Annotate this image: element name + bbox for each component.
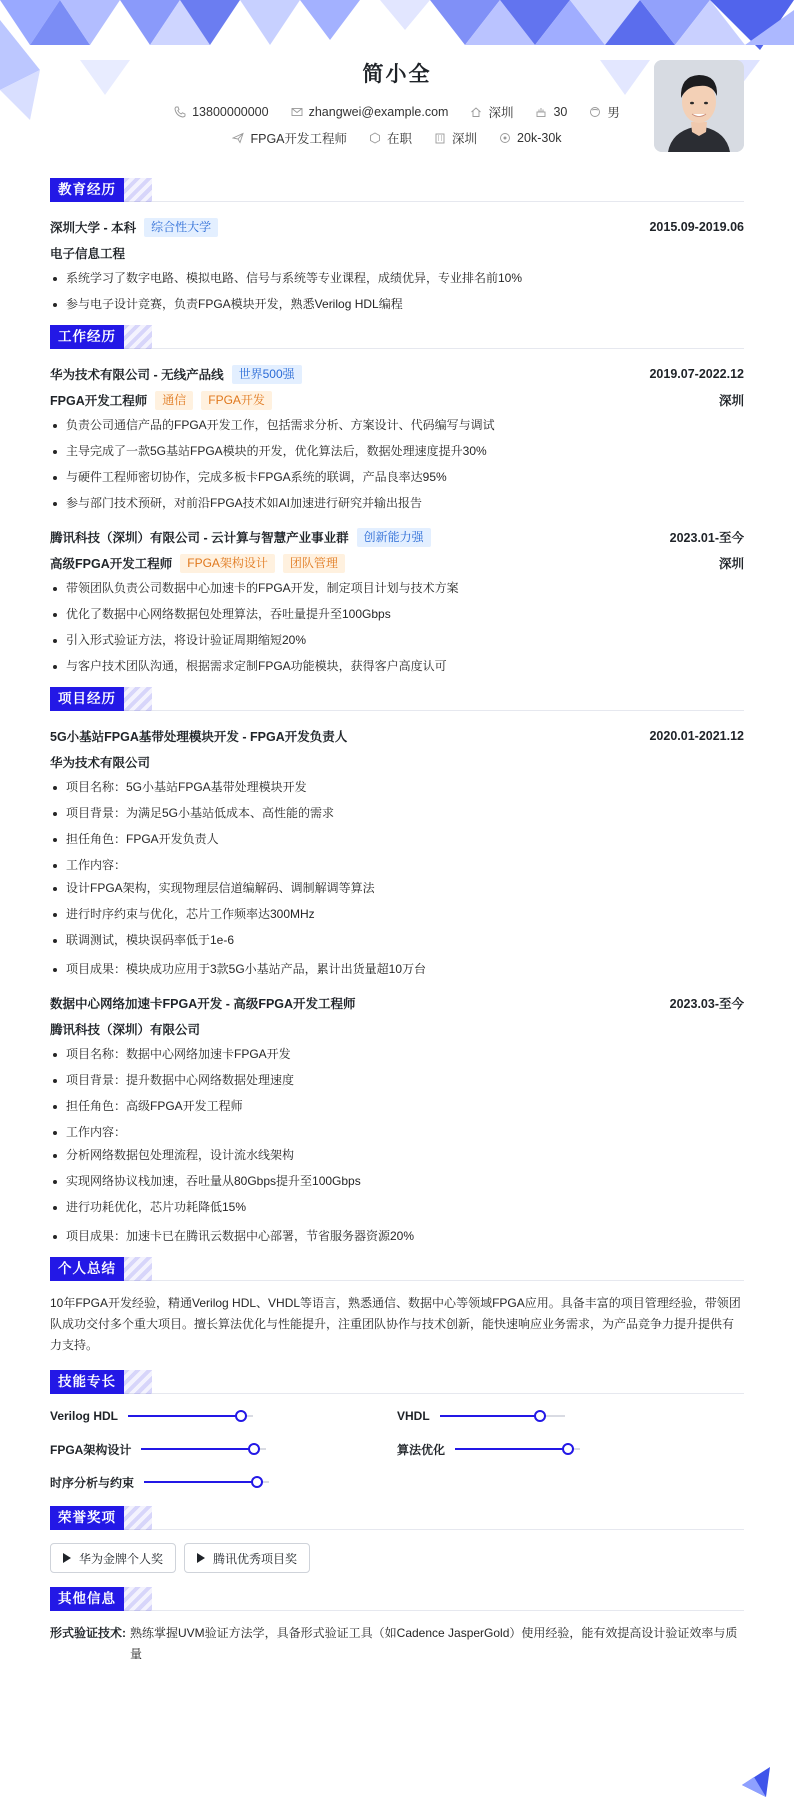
school-name: 深圳大学 - 本科 — [50, 221, 137, 235]
avatar-portrait — [654, 60, 744, 152]
awards-heading — [50, 1506, 744, 1530]
list-item: 参与电子设计竞赛，负责FPGA模块开发，熟悉Verilog HDL编程 — [50, 296, 744, 313]
list-item: 引入形式验证方法，将设计验证周期缩短20% — [50, 632, 744, 649]
skill-name: 时序分析与约束 — [50, 1475, 135, 1490]
work-title: 工作经历 — [50, 325, 124, 349]
target-job-text: FPGA开发工程师 — [250, 132, 348, 146]
skill-name: VHDL — [397, 1409, 430, 1423]
list-item: 项目成果：加速卡已在腾讯云数据中心部署，节省服务器资源20% — [50, 1228, 744, 1245]
email-text: zhangwei@example.com — [308, 105, 449, 119]
project-bullets — [50, 1046, 744, 1245]
list-item: 进行时序约束与优化，芯片工作频率达300MHz — [50, 906, 744, 923]
status-item — [369, 129, 412, 147]
skill-knob — [235, 1410, 247, 1422]
other-title: 其他信息 — [50, 1587, 124, 1611]
skill-fill — [440, 1415, 540, 1417]
status-icon — [369, 132, 381, 144]
phone-item — [174, 105, 268, 119]
avatar — [654, 60, 744, 152]
company-tag: 世界500强 — [232, 365, 302, 384]
list-item: 工作内容： — [50, 857, 744, 874]
list-item: 项目成果：模块成功应用于3款5G小基站产品，累计出货量超10万台 — [50, 961, 744, 978]
work-location: 深圳 — [718, 557, 744, 571]
skill-fill — [128, 1415, 241, 1417]
list-item: 进行功耗优化，芯片功耗降低15% — [50, 1199, 744, 1216]
project-name-row — [50, 725, 744, 747]
skill-item — [50, 1439, 397, 1459]
company-row — [50, 526, 744, 548]
list-item: 工作内容： — [50, 1124, 744, 1141]
project-name-row — [50, 992, 744, 1014]
project-company-row — [50, 1018, 744, 1040]
list-item: 担任角色：高级FPGA开发工程师 — [50, 1098, 744, 1115]
skill-item — [50, 1406, 397, 1426]
city-item — [470, 103, 513, 121]
skills-heading — [50, 1370, 744, 1394]
work-location: 深圳 — [718, 394, 744, 408]
list-item: 设计FPGA架构，实现物理层信道编解码、调制解调等算法 — [50, 880, 744, 897]
job-title-row — [50, 389, 744, 411]
list-item: 优化了数据中心网络数据包处理算法，吞吐量提升至100Gbps — [50, 606, 744, 623]
award-badge — [50, 1543, 176, 1573]
skill-slider — [128, 1415, 253, 1417]
city-text: 深圳 — [488, 106, 514, 120]
coin-icon — [499, 132, 511, 144]
work-section — [50, 325, 744, 675]
education-heading — [50, 178, 744, 202]
send-icon — [232, 132, 244, 144]
work-entry — [50, 526, 744, 675]
major-row — [50, 242, 744, 264]
skill-slider — [440, 1415, 565, 1417]
project-company: 腾讯科技（深圳）有限公司 — [50, 1023, 201, 1037]
age-item — [535, 105, 567, 119]
job-title-row — [50, 552, 744, 574]
job-title: FPGA开发工程师 — [50, 394, 148, 408]
education-period: 2015.09-2019.06 — [649, 220, 744, 234]
projects-heading — [50, 687, 744, 711]
work-heading — [50, 325, 744, 349]
job-tag: FPGA架构设计 — [180, 554, 275, 573]
gender-icon — [589, 106, 601, 118]
awards-list — [50, 1543, 744, 1573]
home-icon — [470, 106, 482, 118]
skill-item — [397, 1406, 744, 1426]
company-tag: 创新能力强 — [357, 528, 431, 547]
project-name: 数据中心网络加速卡FPGA开发 - 高级FPGA开发工程师 — [50, 997, 356, 1011]
other-section — [50, 1587, 744, 1665]
education-entry-row — [50, 216, 744, 238]
work-period: 2019.07-2022.12 — [649, 367, 744, 381]
education-section — [50, 178, 744, 313]
education-bullets — [50, 270, 744, 313]
award-badge — [184, 1543, 310, 1573]
skill-slider — [141, 1448, 266, 1450]
job-title: 高级FPGA开发工程师 — [50, 557, 173, 571]
project-entry — [50, 725, 744, 978]
skills-title: 技能专长 — [50, 1370, 124, 1394]
target-job-item — [232, 129, 347, 147]
resume-header — [50, 0, 744, 178]
education-title: 教育经历 — [50, 178, 124, 202]
other-label: 形式验证技术: — [50, 1626, 126, 1640]
skills-grid — [50, 1406, 744, 1492]
awards-title: 荣誉奖项 — [50, 1506, 124, 1530]
job-tag: 通信 — [155, 391, 193, 410]
gender-item — [589, 103, 620, 121]
phone-icon — [174, 106, 186, 118]
job-intent-row — [50, 129, 744, 147]
gender-text: 男 — [607, 106, 620, 120]
list-item: 与客户技术团队沟通，根据需求定制FPGA功能模块，获得客户高度认可 — [50, 658, 744, 675]
major-name: 电子信息工程 — [50, 247, 126, 261]
work-period: 2023.01-至今 — [669, 531, 744, 545]
skill-fill — [455, 1448, 568, 1450]
project-entry — [50, 992, 744, 1245]
skills-section — [50, 1370, 744, 1492]
skill-knob — [562, 1443, 574, 1455]
project-period: 2023.03-至今 — [669, 997, 744, 1011]
skill-name: 算法优化 — [397, 1442, 446, 1457]
skill-knob — [251, 1476, 263, 1488]
project-period: 2020.01-2021.12 — [649, 729, 744, 743]
skill-knob — [534, 1410, 546, 1422]
company-row — [50, 363, 744, 385]
projects-title: 项目经历 — [50, 687, 124, 711]
other-text: 熟练掌握UVM验证方法学，具备形式验证工具（如Cadence JasperGold）使用经验，能有效提高设计验证效率与质量 — [130, 1626, 738, 1661]
company-name: 腾讯科技（深圳）有限公司 - 云计算与智慧产业事业群 — [50, 531, 349, 545]
list-item: 担任角色：FPGA开发负责人 — [50, 831, 744, 848]
work-bullets — [50, 580, 744, 675]
other-item — [50, 1623, 744, 1665]
skill-fill — [141, 1448, 254, 1450]
list-item: 负责公司通信产品的FPGA开发工作，包括需求分析、方案设计、代码编写与调试 — [50, 417, 744, 434]
company-name: 华为技术有限公司 - 无线产品线 — [50, 368, 224, 382]
project-bullets — [50, 779, 744, 978]
summary-heading — [50, 1257, 744, 1281]
school-tag: 综合性大学 — [144, 218, 218, 237]
list-item: 参与部门技术预研，对前沿FPGA技术如AI加速进行研究并输出报告 — [50, 495, 744, 512]
skill-knob — [248, 1443, 260, 1455]
list-item: 联调测试，模块误码率低于1e-6 — [50, 932, 744, 949]
age-text: 30 — [553, 105, 568, 119]
skill-fill — [144, 1481, 257, 1483]
phone-text: 13800000000 — [192, 105, 269, 119]
list-item: 实现网络协议栈加速，吞吐量从80Gbps提升至100Gbps — [50, 1173, 744, 1190]
list-item: 带领团队负责公司数据中心加速卡的FPGA开发，制定项目计划与技术方案 — [50, 580, 744, 597]
list-item: 系统学习了数字电路、模拟电路、信号与系统等专业课程，成绩优异，专业排名前10% — [50, 270, 744, 287]
other-heading — [50, 1587, 744, 1611]
skill-slider — [144, 1481, 269, 1483]
projects-section — [50, 687, 744, 1245]
awards-section — [50, 1506, 744, 1573]
skill-slider — [455, 1448, 580, 1450]
project-company-row — [50, 751, 744, 773]
list-item: 项目背景：为满足5G小基站低成本、高性能的需求 — [50, 805, 744, 822]
target-city-item — [434, 129, 477, 147]
list-item: 分析网络数据包处理流程，设计流水线架构 — [50, 1147, 744, 1164]
contact-row — [50, 103, 744, 121]
candidate-name: 简小全 — [362, 63, 432, 86]
play-icon — [197, 1553, 205, 1563]
skill-name: FPGA架构设计 — [50, 1442, 132, 1457]
summary-text: 10年FPGA开发经验，精通Verilog HDL、VHDL等语言，熟悉通信、数据中心等领域FPGA应用。具备丰富的项目管理经验，带领团队成功交付多个重大项目。擅长算法优化与性能提升，注重团队协作与技术创新，能快速响应业务需求，为产品竞争力提升提供有力支持。 — [50, 1296, 741, 1352]
building-icon — [434, 132, 446, 144]
list-item: 项目名称：5G小基站FPGA基带处理模块开发 — [50, 779, 744, 796]
target-city-text: 深圳 — [452, 132, 478, 146]
skill-name: Verilog HDL — [50, 1409, 119, 1423]
summary-title: 个人总结 — [50, 1257, 124, 1281]
job-tag: 团队管理 — [283, 554, 345, 573]
corner-triangle-decoration — [742, 1767, 770, 1797]
project-name: 5G小基站FPGA基带处理模块开发 - FPGA开发负责人 — [50, 730, 348, 744]
mail-icon — [291, 106, 303, 118]
work-entry — [50, 363, 744, 512]
work-bullets — [50, 417, 744, 512]
project-company: 华为技术有限公司 — [50, 756, 151, 770]
list-item: 主导完成了一款5G基站FPGA模块的开发，优化算法后，数据处理速度提升30% — [50, 443, 744, 460]
job-tag: FPGA开发 — [201, 391, 272, 410]
skill-item — [50, 1472, 397, 1492]
list-item: 与硬件工程师密切协作，完成多板卡FPGA系统的联调，产品良率达95% — [50, 469, 744, 486]
list-item: 项目名称：数据中心网络加速卡FPGA开发 — [50, 1046, 744, 1063]
cake-icon — [535, 106, 547, 118]
salary-text: 20k-30k — [517, 131, 562, 145]
award-label: 华为金牌个人奖 — [79, 1551, 164, 1566]
summary-section — [50, 1257, 744, 1356]
email-item — [291, 105, 449, 119]
list-item: 项目背景：提升数据中心网络数据处理速度 — [50, 1072, 744, 1089]
status-text: 在职 — [387, 132, 413, 146]
salary-item — [499, 131, 561, 145]
award-label: 腾讯优秀项目奖 — [213, 1551, 298, 1566]
skill-item — [397, 1439, 744, 1459]
play-icon — [63, 1553, 71, 1563]
